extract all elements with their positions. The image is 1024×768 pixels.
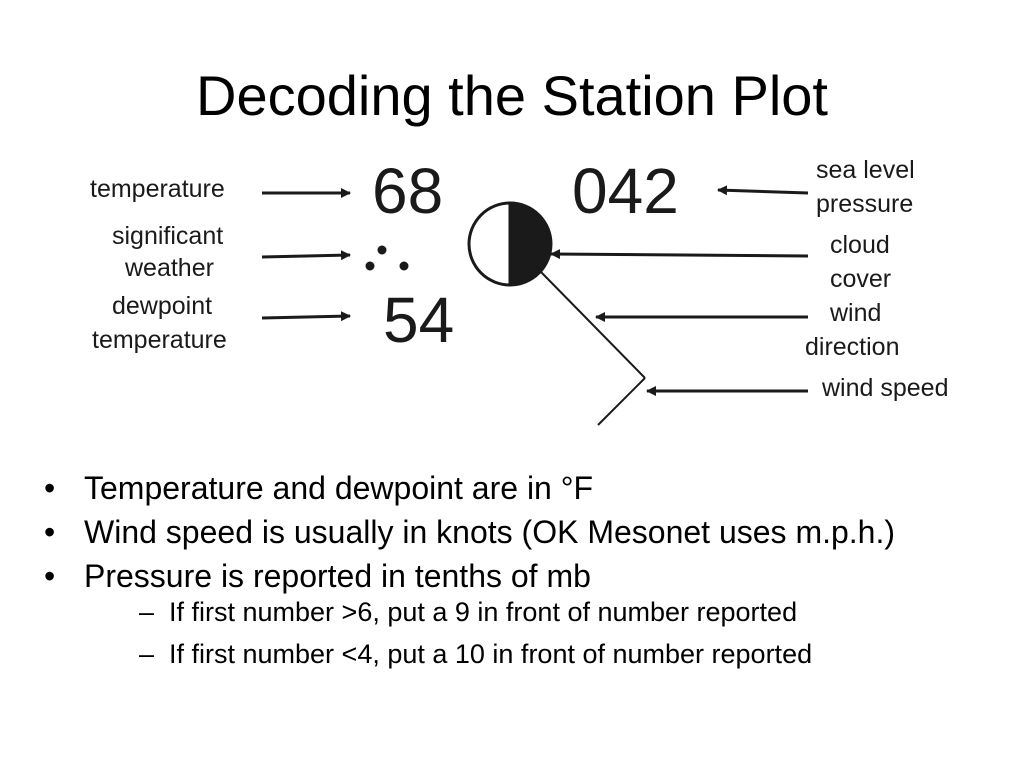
sub-bullet-mark: – bbox=[139, 597, 155, 627]
sub-bullet-item-greater-than-6 bbox=[84, 595, 994, 629]
temperature-label: temperature bbox=[90, 175, 225, 203]
sea-level-pressure-label-line2: pressure bbox=[816, 190, 914, 218]
bullet-item-temperature bbox=[44, 470, 994, 507]
bullet-mark: • bbox=[44, 514, 56, 550]
dewpoint-value: 54 bbox=[383, 284, 455, 356]
wind-direction-label-line1: wind bbox=[830, 299, 882, 327]
temperature-value: 68 bbox=[372, 155, 444, 227]
dewpoint-label-line1: dewpoint bbox=[112, 292, 213, 320]
bullet-list bbox=[44, 470, 994, 679]
wind-barb bbox=[598, 378, 645, 425]
cloud-cover-label-line1: cloud bbox=[830, 231, 890, 259]
bullet-item-wind-speed bbox=[44, 514, 994, 551]
sub-bullet-mark: – bbox=[139, 639, 155, 669]
bullet-mark: • bbox=[44, 558, 56, 594]
dewpoint-arrow bbox=[262, 316, 350, 318]
sea-level-pressure-label-line1: sea level bbox=[816, 156, 915, 184]
significant-weather-label-line1: significant bbox=[112, 222, 224, 250]
slide-title: Decoding the Station Plot bbox=[196, 64, 828, 127]
bullet-text: Wind speed is usually in knots (OK Mesonet uses m.p.h.) bbox=[84, 514, 896, 550]
pressure-value: 042 bbox=[572, 155, 679, 227]
sub-bullet-text: If first number <4, put a 10 in front of number reported bbox=[169, 639, 813, 669]
dewpoint-label-line2: temperature bbox=[92, 326, 227, 354]
bullet-text: Temperature and dewpoint are in °F bbox=[84, 470, 594, 506]
significant-weather-label-line2: weather bbox=[125, 254, 214, 282]
sub-bullet-list bbox=[84, 595, 994, 671]
bullet-item-pressure bbox=[44, 558, 994, 671]
cloud-cover-label-line2: cover bbox=[830, 265, 892, 293]
cloud-cover-arrow bbox=[551, 254, 808, 256]
sea-level-pressure-arrow bbox=[718, 190, 808, 193]
sub-bullet-text: If first number >6, put a 9 in front of number reported bbox=[169, 597, 798, 627]
bullet-mark: • bbox=[44, 470, 56, 506]
significant-weather-symbol bbox=[366, 246, 409, 271]
significant-weather-arrow bbox=[262, 255, 350, 257]
wind-direction-label-line2: direction bbox=[805, 333, 900, 361]
cloud-cover-circle bbox=[469, 203, 551, 285]
bullet-text: Pressure is reported in tenths of mb bbox=[84, 558, 591, 594]
wind-shaft bbox=[541, 272, 645, 378]
sub-bullet-item-less-than-4 bbox=[84, 637, 994, 671]
wind-speed-label: wind speed bbox=[822, 374, 949, 402]
